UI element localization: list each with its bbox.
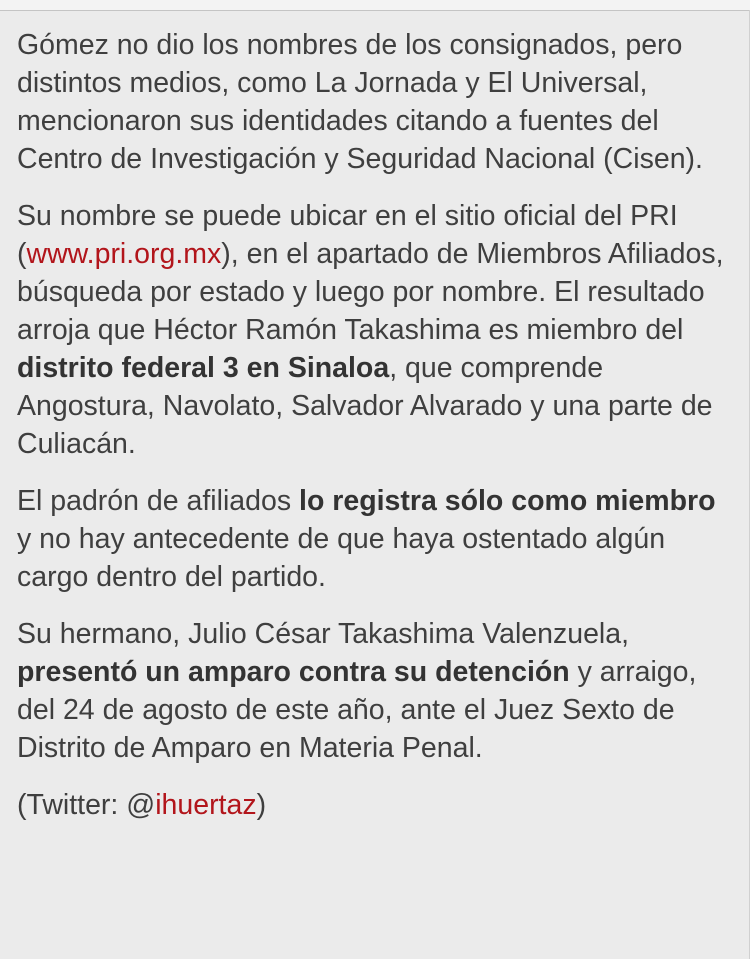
paragraph-3-text-2: y no hay antecedente de que haya ostentado algún cargo dentro del partido. — [17, 523, 666, 593]
pri-website-link[interactable]: www.pri.org.mx — [26, 238, 222, 270]
paragraph-2-text-3: , que comprende Angostura, Navolato, Salvador Alvarado y una parte de Culiacán. — [17, 352, 713, 460]
paragraph-3-bold: lo registra sólo como miembro — [299, 485, 716, 517]
paragraph-5 — [17, 786, 733, 824]
twitter-suffix: ) — [256, 789, 267, 821]
paragraph-3-text-1: El padrón de afiliados — [17, 485, 300, 517]
twitter-prefix: (Twitter: @ — [17, 789, 156, 821]
paragraph-4-text-1: Su hermano, Julio César Takashima Valenzuela, — [17, 618, 630, 650]
paragraph-2-bold: distrito federal 3 en Sinaloa — [17, 352, 390, 384]
paragraph-4-bold: presentó un amparo contra su detención — [17, 656, 570, 688]
paragraph-3 — [17, 482, 733, 596]
paragraph-1 — [17, 26, 733, 178]
paragraph-1-text: Gómez no dio los nombres de los consignados, pero distintos medios, como La Jornada y El Universal, mencionaron sus identidades citando a fuentes del Centro de Investigación y Seguridad Nacional (Cisen). — [17, 29, 703, 175]
top-divider — [0, 0, 750, 11]
paragraph-4 — [17, 615, 733, 767]
paragraph-4-text-2: y arraigo, del 24 de agosto de este año, ante el Juez Sexto de Distrito de Amparo en Materia Penal. — [17, 656, 697, 764]
article-body — [17, 26, 733, 843]
paragraph-2-text-1: Su nombre se puede ubicar en el sitio oficial del PRI ( — [17, 200, 678, 270]
twitter-handle-link[interactable]: ihuertaz — [155, 789, 257, 821]
paragraph-2-text-2: ), en el apartado de Miembros Afiliados, búsqueda por estado y luego por nombre. El resultado arroja que Héctor Ramón Takashima es miembro del — [17, 238, 724, 346]
paragraph-2 — [17, 197, 733, 463]
